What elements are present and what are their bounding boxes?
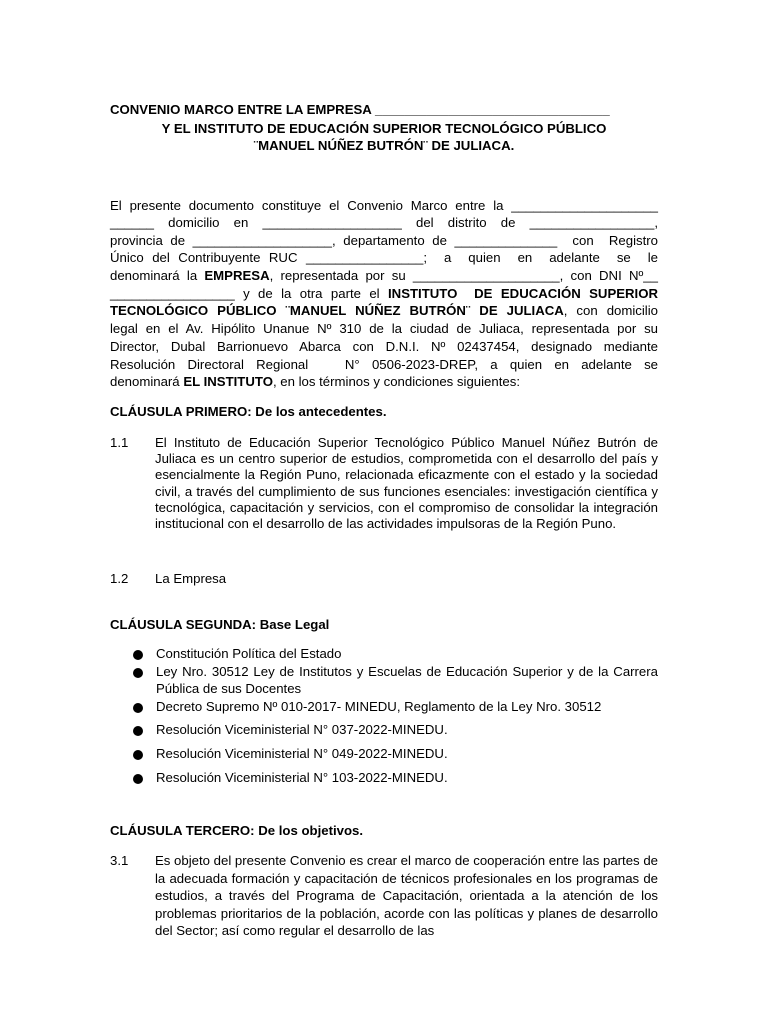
- list-item: Resolución Viceministerial N° 037-2022-MINEDU.: [156, 722, 448, 737]
- clause-2-heading: [110, 616, 329, 634]
- party-empresa: EMPRESA: [204, 268, 270, 283]
- intro-line: [110, 302, 658, 320]
- bullet-icon: [133, 703, 143, 713]
- item-number: 1.2: [110, 571, 129, 586]
- bullet-icon: [133, 726, 143, 736]
- document-title-line-1: CONVENIO MARCO ENTRE LA EMPRESA ________________________________: [110, 102, 610, 117]
- clause-title: Base Legal: [256, 617, 330, 632]
- intro-line: provincia de ___________________, departamento de ______________ con Registro: [110, 233, 658, 248]
- intro-line: Director, Dubal Barrionuevo Abarca con D.N.I. Nº 02437454, designado mediante: [110, 339, 658, 354]
- item-text: Es objeto del presente Convenio es crear el marco de cooperación entre las partes de la adecuada formación y capacitación de técnicos profesionales en los programas de estudios, a través del Programa de Capacitación, orientada a la atención de los problemas prioritarios de la población, acorde con las políticas y planes de desarrollo del Sector; así como regular el desarrollo de las: [155, 853, 658, 939]
- text-span: , con domicilio: [563, 303, 658, 318]
- item-text: La Empresa: [155, 571, 227, 586]
- intro-line: ______ domicilio en ___________________ del distrito de _________________,: [110, 215, 658, 230]
- clause-label: CLÁUSULA PRIMERO:: [110, 404, 252, 419]
- list-item: Decreto Supremo Nº 010-2017- MINEDU, Reglamento de la Ley Nro. 30512: [156, 699, 602, 714]
- clause-title: De los objetivos.: [254, 823, 364, 838]
- list-item: Constitución Política del Estado: [156, 646, 342, 661]
- bullet-icon: [133, 774, 143, 784]
- intro-line: Resolución Directoral Regional N° 0506-2023-DREP, a quien en adelante se: [110, 357, 658, 372]
- clause-title: De los antecedentes.: [251, 404, 387, 419]
- clause-label: CLÁUSULA TERCERO:: [110, 823, 255, 838]
- clause-3-heading: [110, 822, 363, 840]
- intro-line: [110, 285, 658, 303]
- intro-line: Único del Contribuyente RUC ________________; a quien en adelante se le: [110, 250, 658, 265]
- clause-label: CLÁUSULA SEGUNDA:: [110, 617, 257, 632]
- item-text: El Instituto de Educación Superior Tecnológico Público Manuel Núñez Butrón de Juliaca es un centro superior de estudios, comprometida con el desarrollo del país y esencialmente la Región Puno, relacionada eficazmente con el estado y la sociedad civil, a través del cumplimiento de sus funciones esenciales: investigación científica y tecnológica, capacitación y servicios, con el compromiso de consolidar la integración institucional con el desarrollo de las actividades impulsoras de la Región Puno.: [155, 435, 658, 532]
- intro-line: El presente documento constituye el Convenio Marco entre la ____________________: [110, 198, 658, 213]
- party-instituto-name: TECNOLÓGICO PÚBLICO ¨MANUEL NÚÑEZ BUTRÓN¨ DE JULIACA: [110, 303, 564, 318]
- intro-line: [110, 267, 658, 285]
- intro-line: legal en el Av. Hipólito Unanue Nº 310 de la ciudad de Juliaca, representada por su: [110, 321, 658, 336]
- bullet-icon: [133, 750, 143, 760]
- text-span: denominará: [110, 374, 184, 389]
- party-el-instituto: EL INSTITUTO: [183, 374, 273, 389]
- intro-line: [110, 373, 658, 391]
- document-title-line-2: Y EL INSTITUTO DE EDUCACIÓN SUPERIOR TECNOLÓGICO PÚBLICO: [161, 121, 607, 136]
- text-span: , en los términos y condiciones siguientes:: [272, 374, 520, 389]
- list-item: Resolución Viceministerial N° 049-2022-MINEDU.: [156, 746, 448, 761]
- item-number: 1.1: [110, 435, 129, 450]
- list-item: Resolución Viceministerial N° 103-2022-MINEDU.: [156, 770, 448, 785]
- text-span: denominará la: [110, 268, 205, 283]
- document-title-line-3: ¨MANUEL NÚÑEZ BUTRÓN¨ DE JULIACA.: [253, 138, 515, 153]
- bullet-icon: [133, 668, 143, 678]
- text-span: _________________ y de la otra parte el: [110, 286, 389, 301]
- list-item: Ley Nro. 30512 Ley de Institutos y Escuelas de Educación Superior y de la Carrera Pública de sus Docentes: [156, 664, 658, 697]
- text-span: , representada por su ____________________, con DNI Nº__: [269, 268, 658, 283]
- clause-1-heading: [110, 403, 387, 421]
- item-number: 3.1: [110, 853, 129, 868]
- bullet-icon: [133, 650, 143, 660]
- party-instituto: INSTITUTO DE EDUCACIÓN SUPERIOR: [388, 286, 659, 301]
